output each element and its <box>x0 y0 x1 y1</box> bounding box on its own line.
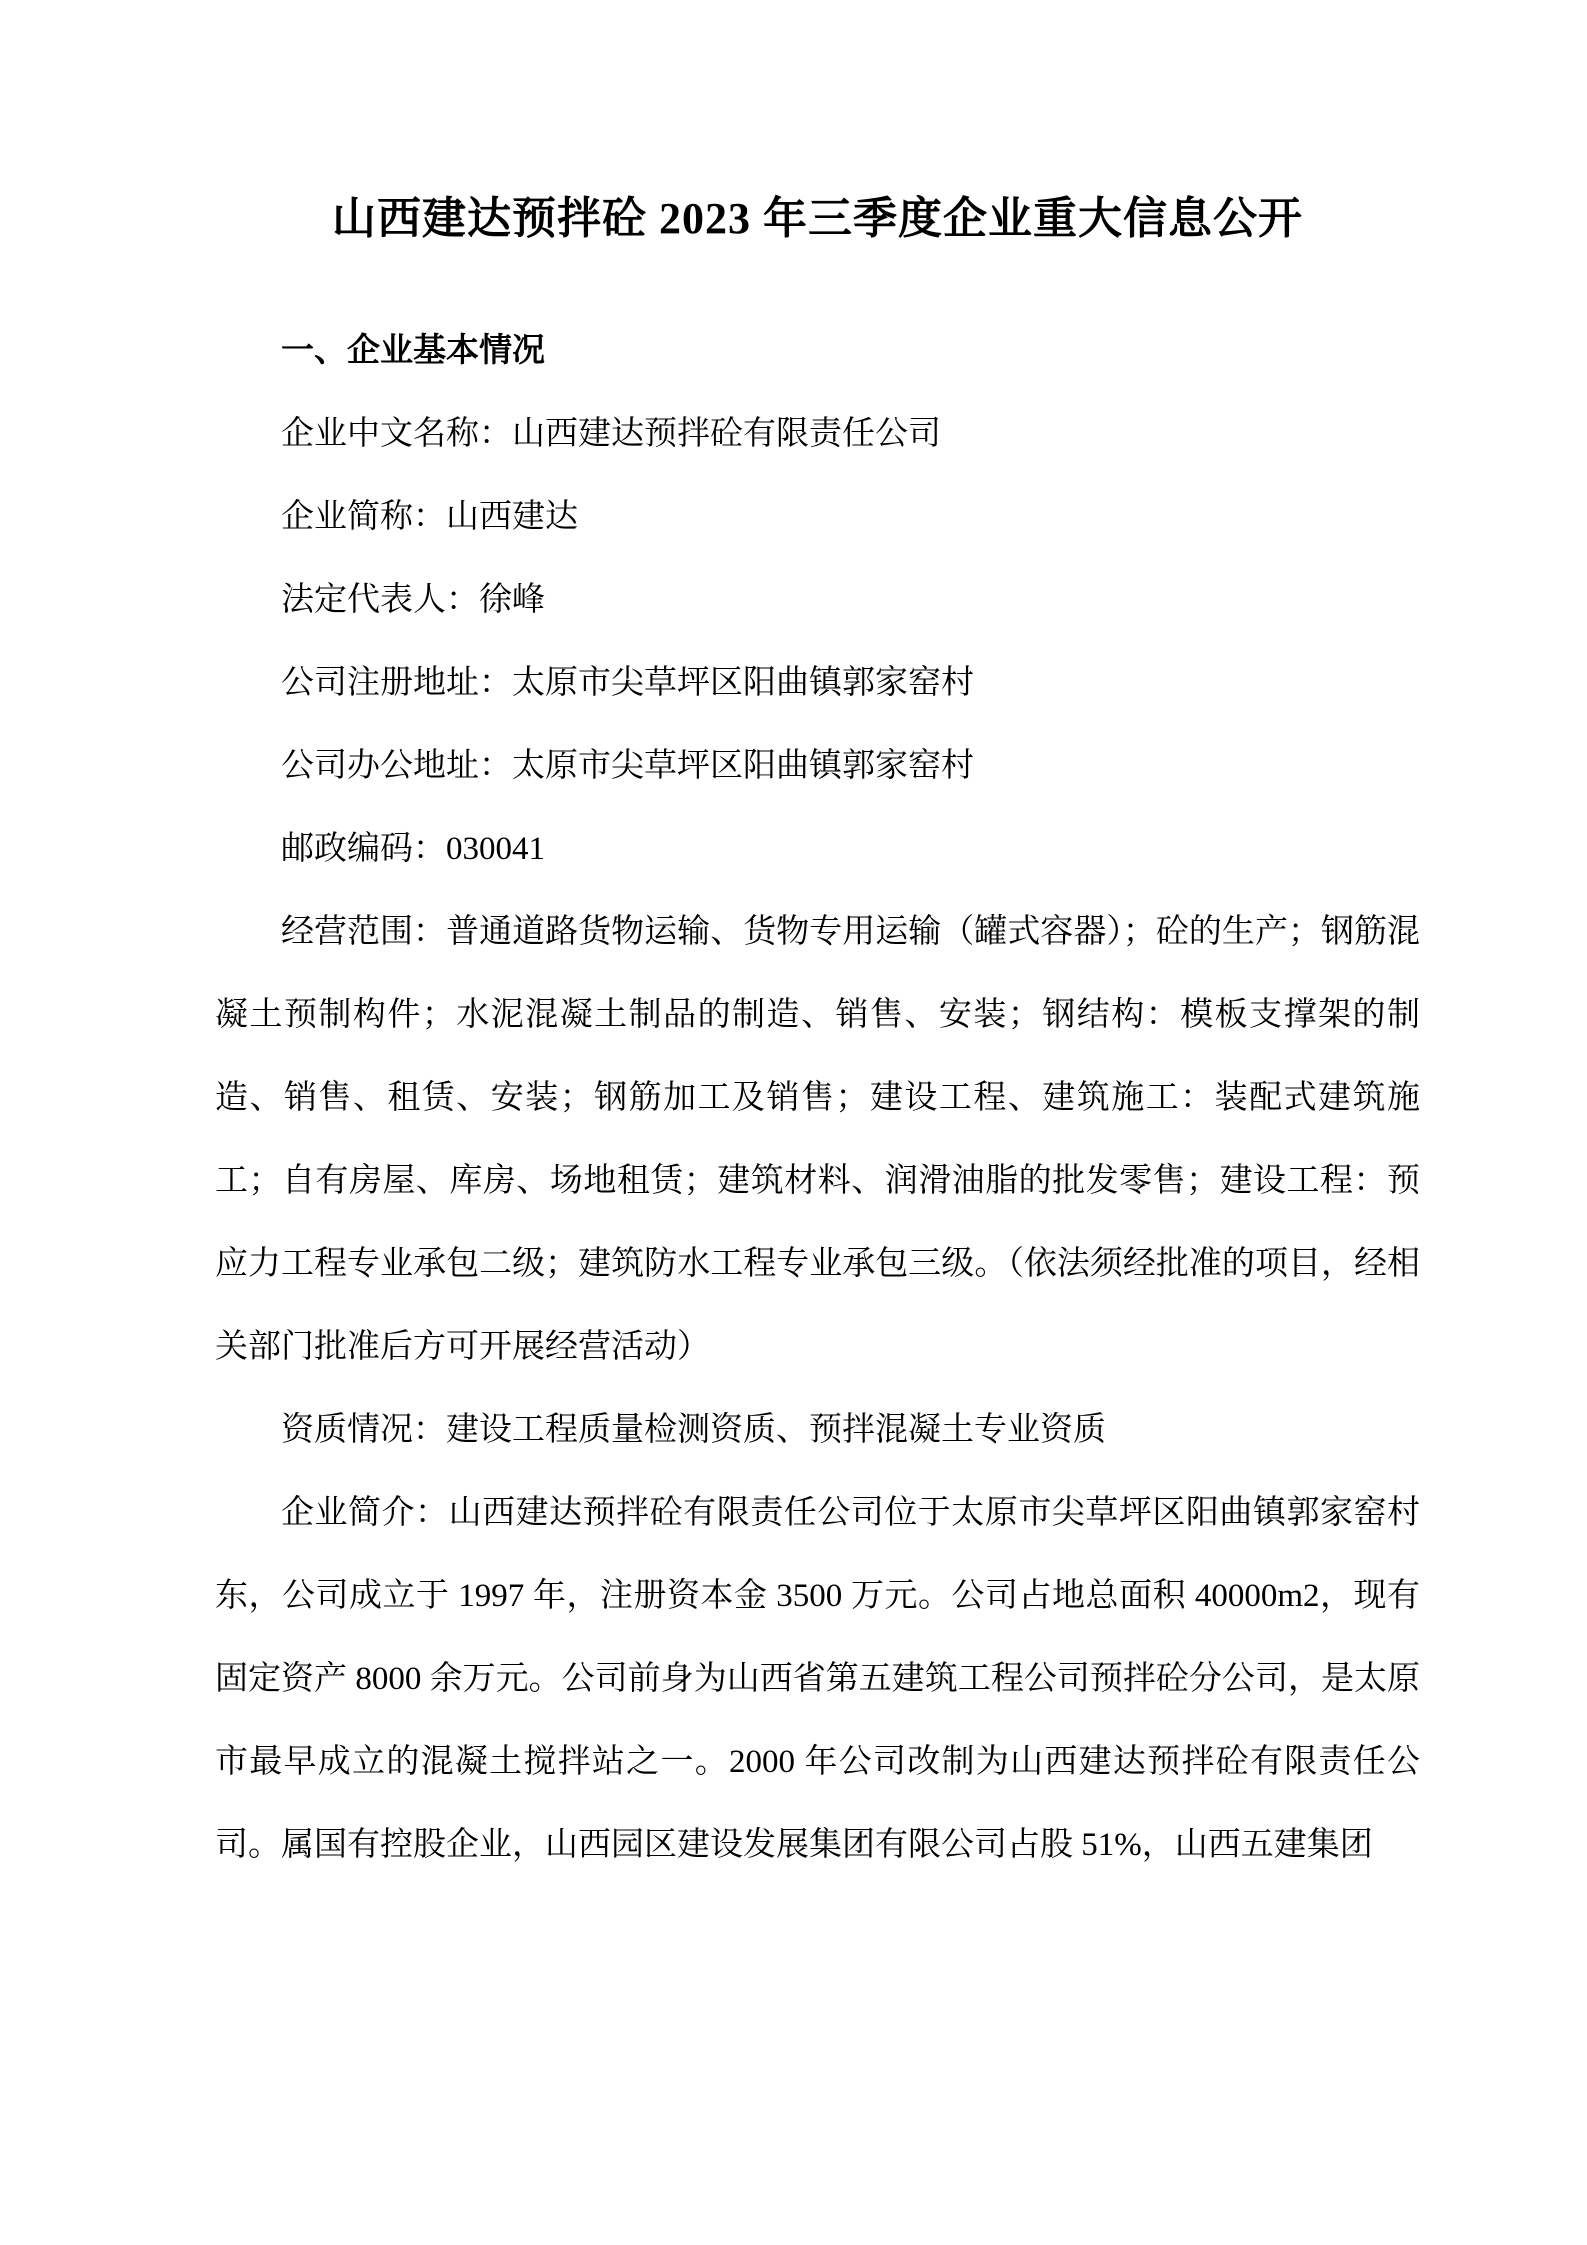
paragraph-company-name: 企业中文名称：山西建达预拌砼有限责任公司 <box>281 416 941 452</box>
paragraph-postal-code: 邮政编码：030041 <box>281 831 545 867</box>
paragraph-legal-representative: 法定代表人：徐峰 <box>281 582 545 618</box>
paragraph-business-scope: 经营范围：普通道路货物运输、货物专用运输（罐式容器）；砼的生产；钢筋混凝土预制构件；水泥混凝土制品的制造、销售、安装；钢结构：模板支撑架的制造、销售、租赁、安装；钢筋加工及销售；建设工程、建筑施工：装配式建筑施工；自有房屋、库房、场地租赁；建筑材料、润滑油脂的批发零售；建设工程：预应力工程专业承包二级；建筑防水工程专业承包三级。（依法须经批准的项目，经相关部门批准后方可开展经营活动） <box>215 914 1420 1365</box>
document-title: 山西建达预拌砼 2023 年三季度企业重大信息公开 <box>332 194 1303 243</box>
paragraph-company-short-name: 企业简称：山西建达 <box>281 499 578 535</box>
paragraph-qualifications: 资质情况：建设工程质量检测资质、预拌混凝土专业资质 <box>281 1412 1106 1448</box>
section-heading: 一、企业基本情况 <box>281 333 545 369</box>
paragraph-company-profile: 企业简介：山西建达预拌砼有限责任公司位于太原市尖草坪区阳曲镇郭家窑村东，公司成立于 1997 年，注册资本金 3500 万元。公司占地总面积 40000m2，现有固定资产 8000 余万元。公司前身为山西省第五建筑工程公司预拌砼分公司，是太原市最早成立的混凝土搅拌站之一。2000 年公司改制为山西建达预拌砼有限责任公司。属国有控股企业，山西园区建设发展集团有限公司占股 51%，山西五建集团 <box>215 1495 1420 1863</box>
paragraph-registered-address: 公司注册地址：太原市尖草坪区阳曲镇郭家窑村 <box>281 665 974 701</box>
paragraph-office-address: 公司办公地址：太原市尖草坪区阳曲镇郭家窑村 <box>281 748 974 784</box>
